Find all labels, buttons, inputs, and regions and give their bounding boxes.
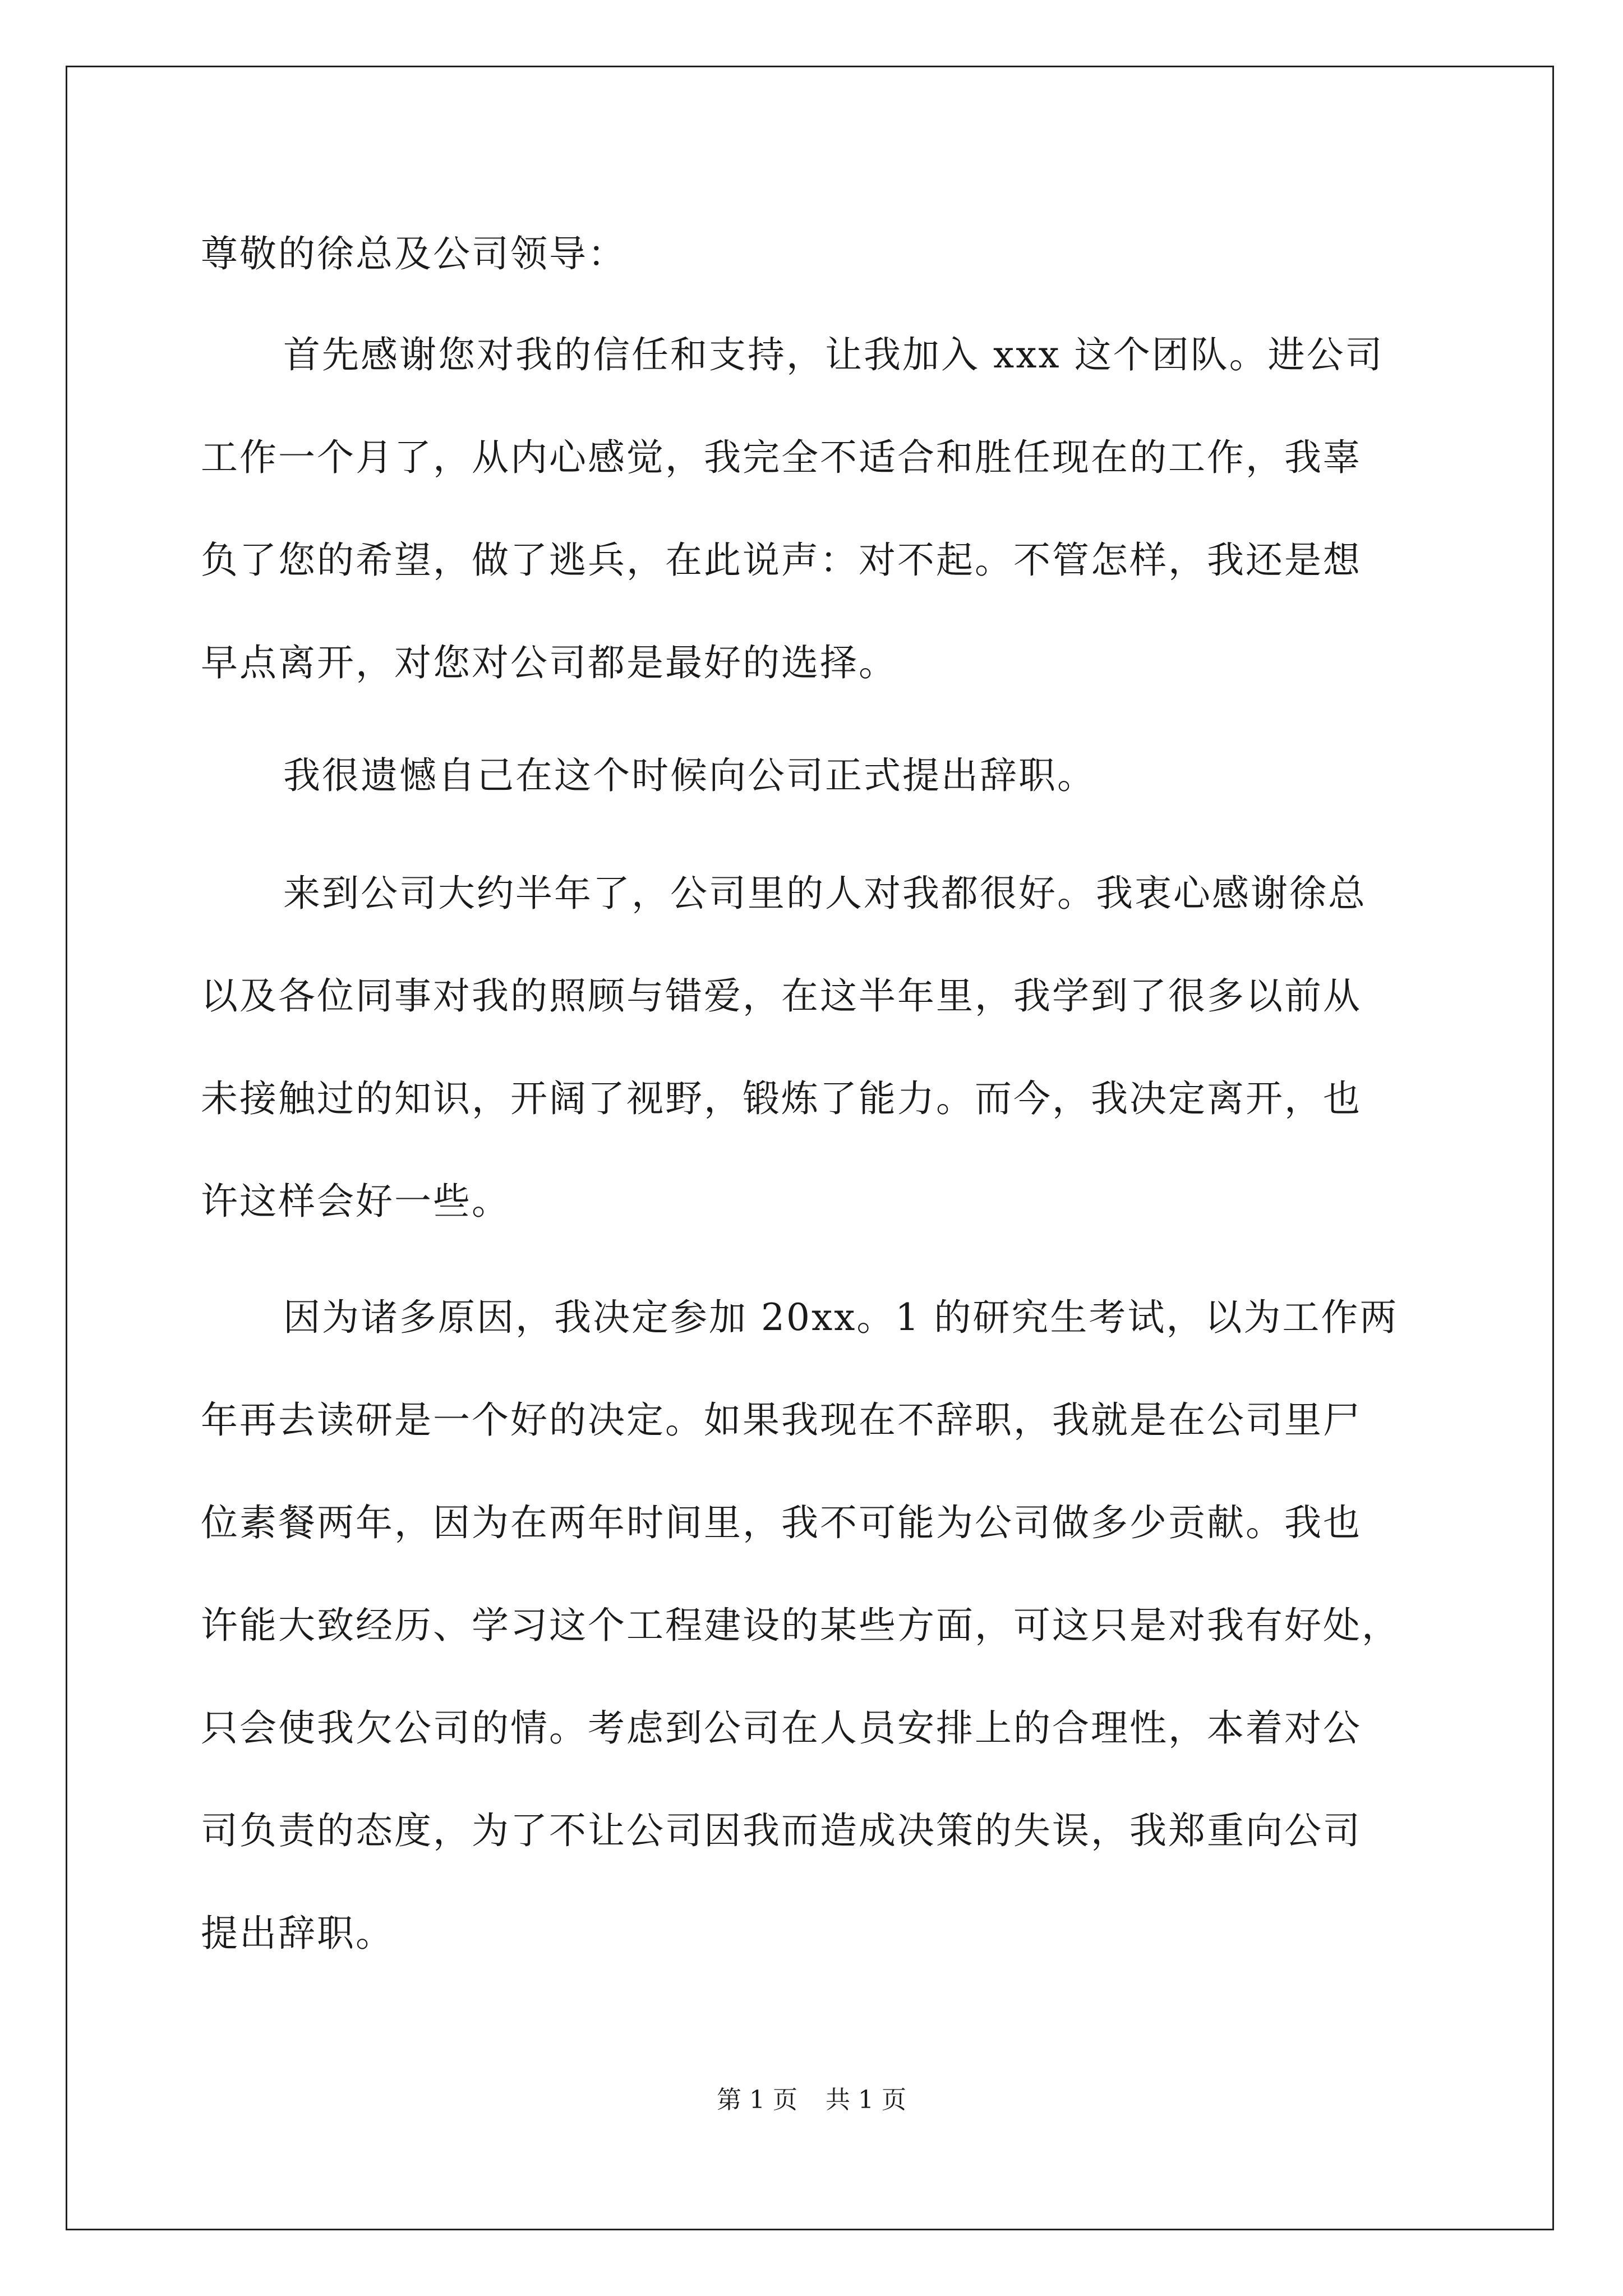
page-total: 共 1 页 [826,2086,906,2114]
paragraph-line: 只会使我欠公司的情。考虑到公司在人员安排上的合理性，本着对公 [201,1706,1362,1750]
paragraph-line: 年再去读研是一个好的决定。如果我现在不辞职，我就是在公司里尸 [201,1398,1362,1442]
paragraph-line: 首先感谢您对我的信任和支持，让我加入 xxx 这个团队。进公司 [283,333,1384,376]
paragraph-line: 提出辞职。 [201,1912,394,1955]
paragraph-line: 负了您的希望，做了逃兵，在此说声：对不起。不管怎样，我还是想 [201,539,1362,582]
paragraph-line: 未接触过的知识，开阔了视野，锻炼了能力。而今，我决定离开，也 [201,1077,1362,1120]
paragraph-line: 许能大致经历、学习这个工程建设的某些方面，可这只是对我有好处， [201,1604,1400,1647]
paragraph-line: 许这样会好一些。 [201,1180,510,1223]
page-number: 第 1 页 [717,2086,797,2114]
paragraph-line: 以及各位同事对我的照顾与错爱，在这半年里，我学到了很多以前从 [201,974,1362,1018]
paragraph-line: 早点离开，对您对公司都是最好的选择。 [201,641,897,684]
paragraph-line: 司负责的态度，为了不让公司因我而造成决策的失误，我郑重向公司 [201,1809,1362,1852]
paragraph-line: 位素餐两年，因为在两年时间里，我不可能为公司做多少贡献。我也 [201,1501,1362,1544]
paragraph-line: 来到公司大约半年了，公司里的人对我都很好。我衷心感谢徐总 [283,872,1367,915]
page-footer [0,2088,1623,2113]
salutation: 尊敬的徐总及公司领导： [201,232,626,275]
paragraph-line: 我很遗憾自己在这个时候向公司正式提出辞职。 [283,754,1096,797]
paragraph-line: 工作一个月了，从内心感觉，我完全不适合和胜任现在的工作，我辜 [201,436,1362,479]
page-border [66,66,1554,2230]
paragraph-line: 因为诸多原因，我决定参加 20xx。1 的研究生考试，以为工作两 [283,1296,1399,1339]
